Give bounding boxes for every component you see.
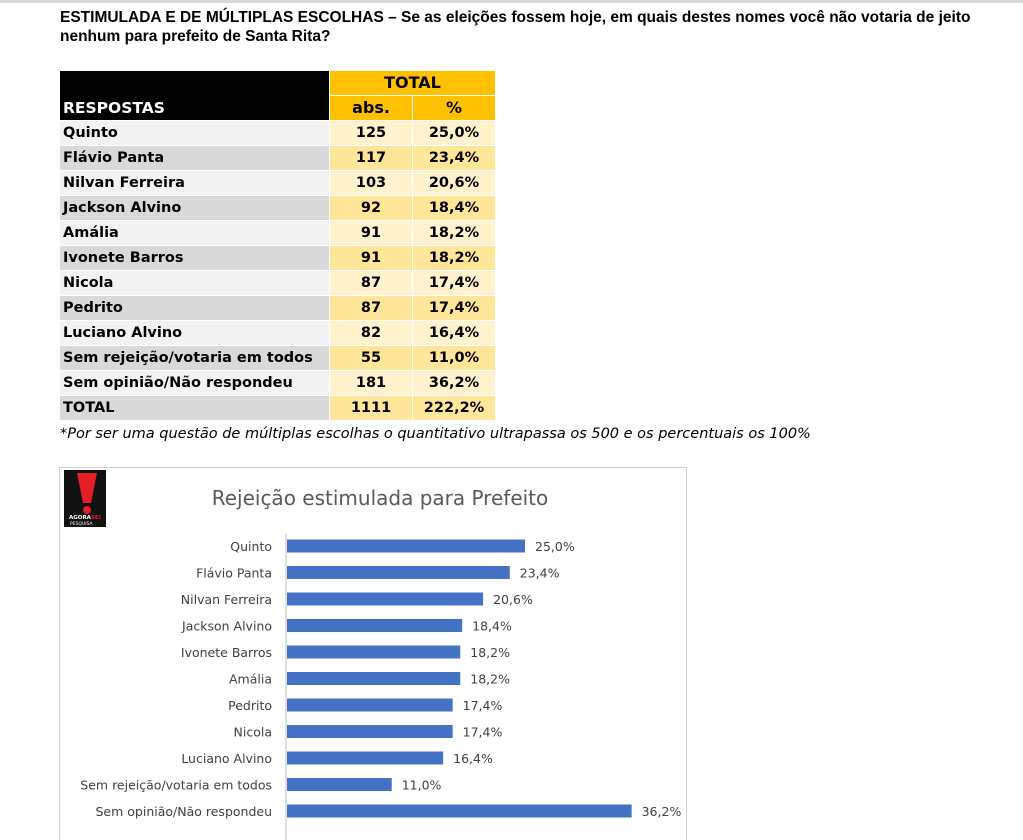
category-label: Sem rejeição/votaria em todos	[80, 777, 272, 793]
cell-pct: 16,4%	[413, 321, 495, 345]
cell-pct: 11,0%	[413, 346, 495, 370]
cell-pct: 36,2%	[413, 371, 495, 395]
cell-name: Nicola	[60, 271, 329, 295]
cell-name: Quinto	[60, 121, 329, 145]
value-label: 20,6%	[493, 592, 533, 607]
category-label: Quinto	[230, 539, 272, 554]
cell-pct: 25,0%	[413, 121, 495, 145]
cell-name: Sem opinião/Não respondeu	[60, 371, 329, 395]
cell-abs: 1111	[330, 396, 412, 420]
cell-abs: 125	[330, 121, 412, 145]
cell-abs: 87	[330, 271, 412, 295]
header-respostas: RESPOSTAS	[63, 99, 165, 117]
cell-pct: 222,2%	[413, 396, 495, 420]
bar	[287, 593, 483, 606]
value-label: 36,2%	[641, 804, 682, 819]
cell-abs: 87	[330, 296, 412, 320]
cell-abs: 91	[330, 246, 412, 270]
bar	[287, 725, 453, 738]
logo-text-agora: AGORA	[69, 515, 91, 521]
cell-name: Sem rejeição/votaria em todos	[60, 346, 329, 370]
cell-name: Amália	[60, 221, 329, 245]
bar	[287, 540, 525, 553]
cell-pct: 23,4%	[413, 146, 495, 170]
cell-pct: 20,6%	[413, 171, 495, 195]
bar	[287, 646, 460, 659]
cell-abs: 103	[330, 171, 412, 195]
category-label: Jackson Alvino	[182, 618, 272, 634]
logo-text-sei: SEI	[91, 515, 101, 521]
cell-abs: 55	[330, 346, 412, 370]
value-label: 18,4%	[472, 618, 512, 634]
category-label: Flávio Panta	[196, 565, 272, 581]
cell-pct: 18,4%	[413, 196, 495, 220]
cell-name: Nilvan Ferreira	[60, 171, 329, 195]
cell-name: Luciano Alvino	[60, 321, 329, 345]
cell-abs: 91	[330, 221, 412, 245]
value-label: 23,4%	[519, 565, 560, 581]
value-label: 16,4%	[453, 751, 493, 766]
logo-text-pesquisa: PESQUISA	[70, 522, 93, 527]
cell-name: Flávio Panta	[60, 146, 329, 170]
category-label: Ivonete Barros	[180, 645, 272, 660]
category-label: Amália	[229, 671, 272, 687]
cell-abs: 181	[330, 371, 412, 395]
bar	[287, 566, 510, 579]
category-label: Nicola	[233, 724, 272, 740]
cell-name: TOTAL	[60, 396, 329, 420]
category-label: Sem opinião/Não respondeu	[95, 804, 272, 819]
value-label: 11,0%	[401, 777, 442, 793]
value-label: 18,2%	[470, 671, 510, 687]
bar	[287, 699, 453, 712]
cell-name: Ivonete Barros	[60, 246, 329, 270]
bar	[287, 672, 460, 685]
bar	[287, 805, 632, 818]
cell-name: Pedrito	[60, 296, 329, 320]
value-label: 18,2%	[470, 645, 510, 660]
bar	[287, 619, 462, 632]
value-label: 25,0%	[535, 539, 575, 554]
bar	[287, 752, 443, 765]
cell-abs: 117	[330, 146, 412, 170]
cell-pct: 17,4%	[413, 296, 495, 320]
cell-pct: 18,2%	[413, 246, 495, 270]
cell-abs: 92	[330, 196, 412, 220]
category-label: Luciano Alvino	[181, 751, 272, 766]
header-pct: %	[413, 96, 495, 120]
category-label: Nilvan Ferreira	[180, 592, 272, 607]
chart-title: Rejeição estimulada para Prefeito	[211, 486, 549, 510]
cell-abs: 82	[330, 321, 412, 345]
value-label: 17,4%	[462, 724, 503, 740]
category-label: Pedrito	[228, 698, 272, 713]
cell-pct: 17,4%	[413, 271, 495, 295]
question-text: ESTIMULADA E DE MÚLTIPLAS ESCOLHAS – Se as eleições fossem hoje, em quais destes nomes você não votaria de jeito nenhum para prefeito de Santa Rita?	[60, 9, 971, 45]
cell-name: Jackson Alvino	[60, 196, 329, 220]
footnote: *Por ser uma questão de múltiplas escolhas o quantitativo ultrapassa os 500 e os percentuais os 100%	[60, 426, 811, 442]
header-abs: abs.	[330, 96, 412, 120]
value-label: 17,4%	[462, 698, 503, 713]
header-total: TOTAL	[330, 71, 495, 95]
bar	[287, 778, 392, 791]
cell-pct: 18,2%	[413, 221, 495, 245]
